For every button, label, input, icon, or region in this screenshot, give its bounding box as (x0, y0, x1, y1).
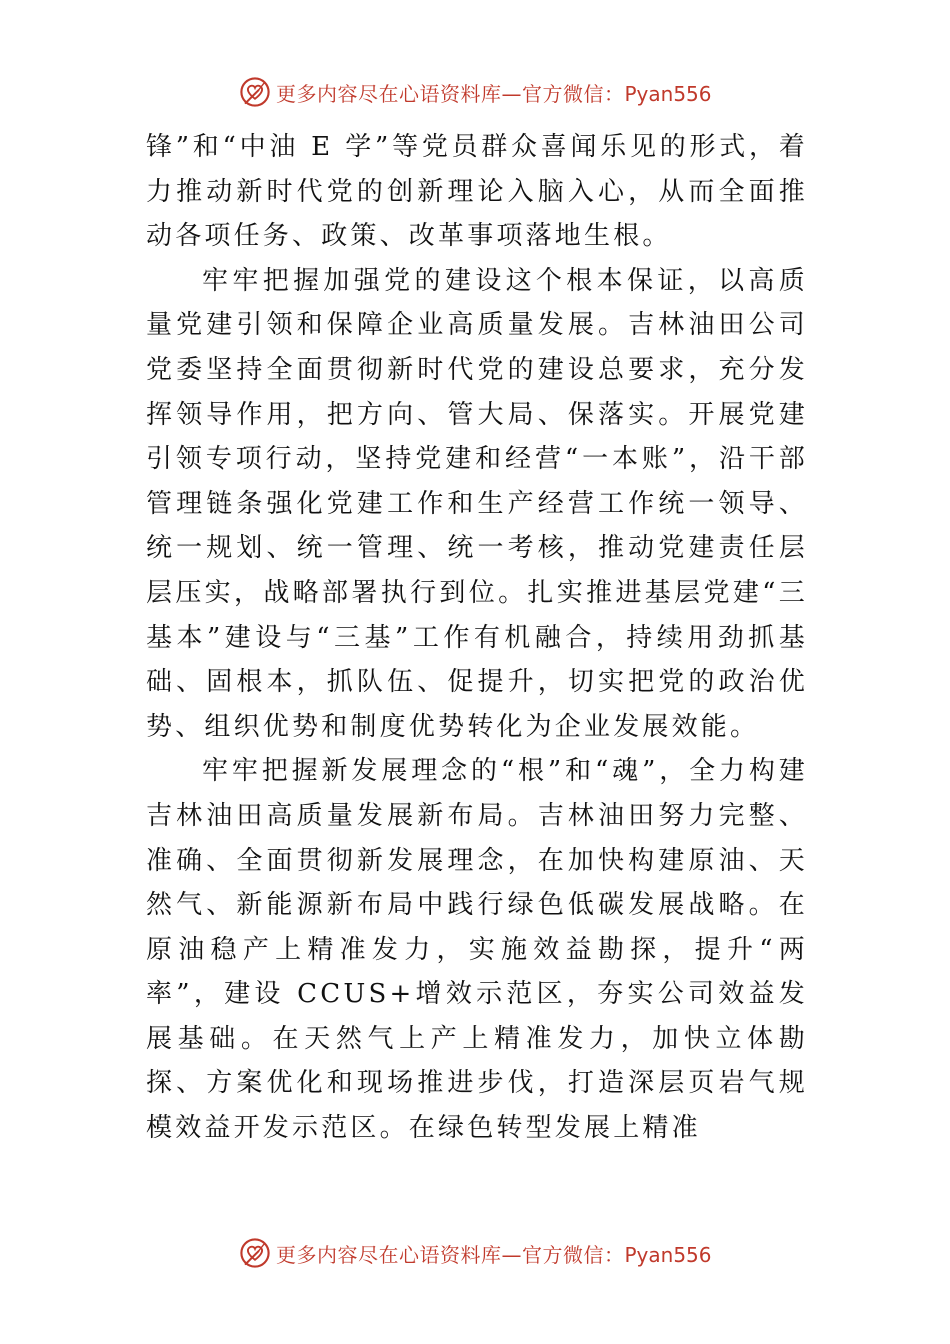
heart-pen-logo-icon (238, 75, 272, 109)
footer-banner (238, 1233, 738, 1273)
document-body (146, 125, 808, 1151)
banner-text (276, 78, 712, 107)
banner-label: 更多内容尽在心语资料库—官方微信： (276, 1242, 625, 1267)
heart-pen-logo-icon (238, 1236, 272, 1270)
paragraph-1: 锋”和“中油 E 学”等党员群众喜闻乐见的形式，着力推动新时代党的创新理论入脑入心，从而全面推动各项任务、政策、改革事项落地生根。 (146, 132, 808, 252)
header-banner (238, 72, 738, 112)
banner-label: 更多内容尽在心语资料库—官方微信： (276, 81, 625, 106)
wechat-id: Pyan556 (624, 1242, 712, 1267)
wechat-id: Pyan556 (624, 81, 712, 106)
paragraph-3: 牢牢把握新发展理念的“根”和“魂”，全力构建吉林油田高质量发展新布局。吉林油田努力完整、准确、全面贯彻新发展理念，在加快构建原油、天然气、新能源新布局中践行绿色低碳发展战略。在原油稳产上精准发力，实施效益勘探，提升“两率”，建设 CCUS+增效示范区，夯实公司效益发展基础。在天然气上产上精准发力，加快立体勘探、方案优化和现场推进步伐，打造深层页岩气规模效益开发示范区。在绿色转型发展上精准 (146, 756, 808, 1144)
banner-text (276, 1239, 712, 1268)
paragraph-2: 牢牢把握加强党的建设这个根本保证，以高质量党建引领和保障企业高质量发展。吉林油田公司党委坚持全面贯彻新时代党的建设总要求，充分发挥领导作用，把方向、管大局、保落实。开展党建引领专项行动，坚持党建和经营“一本账”，沿干部管理链条强化党建工作和生产经营工作统一领导、统一规划、统一管理、统一考核，推动党建责任层层压实，战略部署执行到位。扎实推进基层党建“三基本”建设与“三基”工作有机融合，持续用劲抓基础、固根本，抓队伍、促提升，切实把党的政治优势、组织优势和制度优势转化为企业发展效能。 (146, 265, 808, 742)
